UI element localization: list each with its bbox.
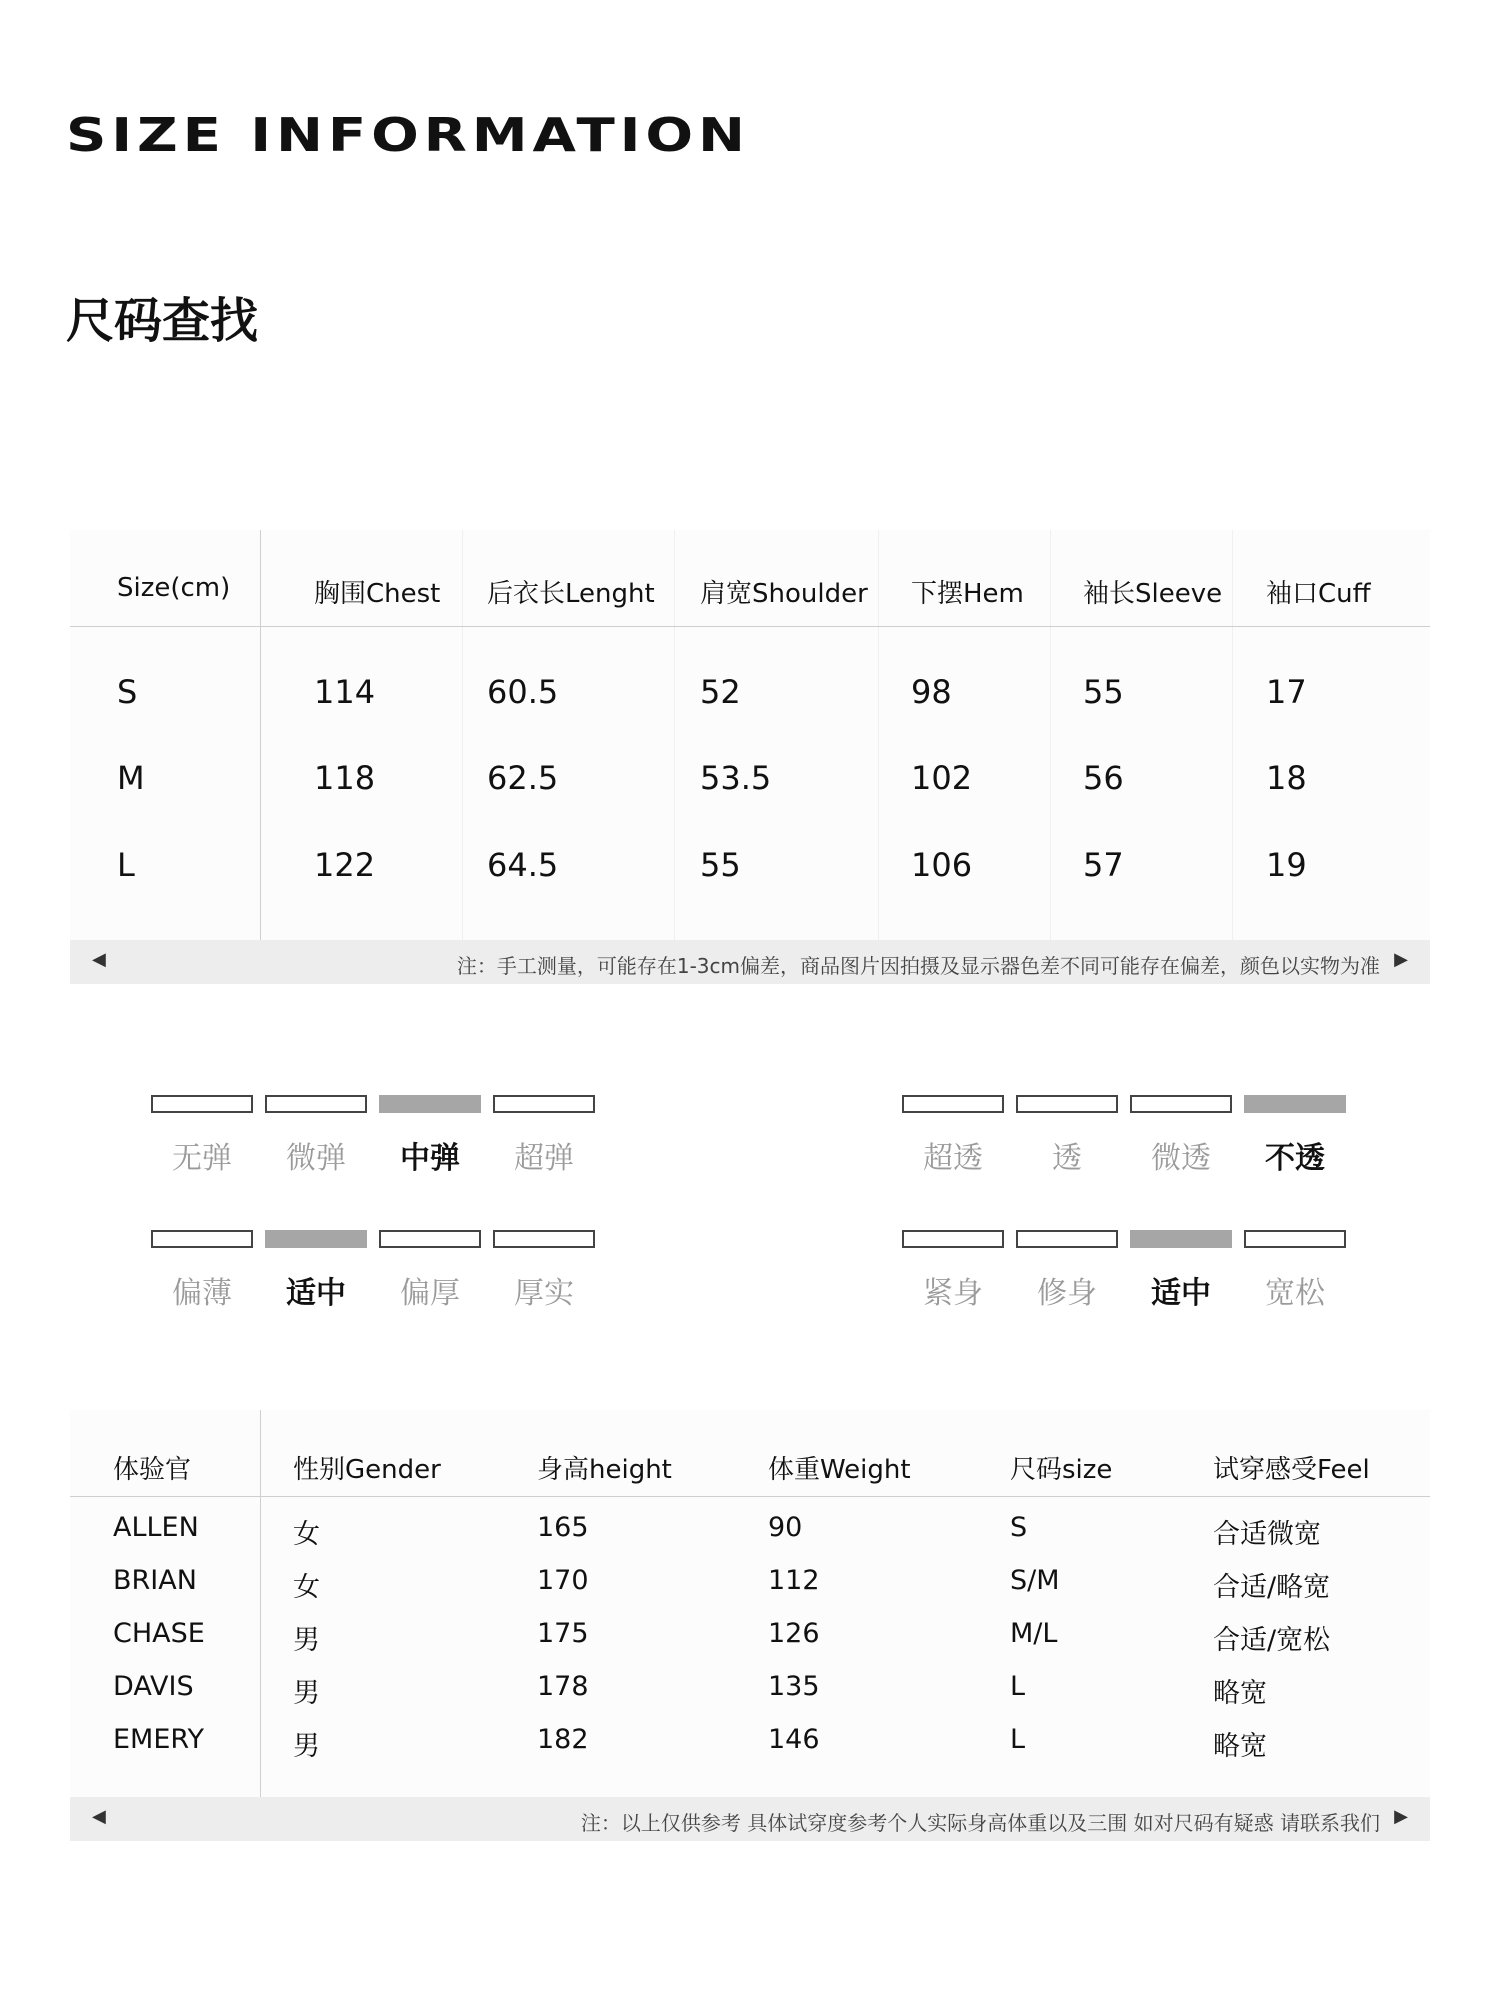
size-header-cell: Size(cm) bbox=[117, 573, 231, 603]
experience-header-cell: 体重Weight bbox=[768, 1455, 911, 1485]
size-value-cell: 64.5 bbox=[487, 846, 559, 884]
scale-segment bbox=[151, 1230, 253, 1248]
scale-segment bbox=[1130, 1095, 1232, 1113]
experience-value-cell: M/L bbox=[1010, 1618, 1058, 1649]
experience-header-cell: 体验官 bbox=[113, 1455, 192, 1485]
section-subtitle: 尺码查找 bbox=[66, 293, 259, 349]
experience-value-cell: 合适/宽松 bbox=[1213, 1625, 1331, 1656]
experience-value-cell: 女 bbox=[293, 1519, 320, 1550]
experience-note-bar bbox=[70, 1797, 1430, 1841]
scale-segment bbox=[902, 1230, 1004, 1248]
experience-value-cell: 182 bbox=[537, 1724, 589, 1755]
experience-value-cell: L bbox=[1010, 1671, 1026, 1702]
size-header-cell: 胸围Chest bbox=[314, 579, 441, 609]
tester-name-cell: DAVIS bbox=[113, 1671, 194, 1702]
tester-name-cell: CHASE bbox=[113, 1618, 205, 1649]
scroll-left-icon[interactable]: ◀ bbox=[92, 1806, 106, 1827]
column-divider bbox=[878, 530, 879, 940]
size-value-cell: 106 bbox=[911, 846, 973, 884]
scale-label: 紧身 bbox=[923, 1276, 983, 1311]
scale-label: 适中 bbox=[1151, 1276, 1211, 1311]
size-header-cell: 袖口Cuff bbox=[1266, 579, 1371, 609]
column-divider bbox=[674, 530, 675, 940]
column-divider bbox=[260, 1410, 261, 1805]
page-title: SIZE INFORMATION bbox=[66, 108, 750, 162]
experience-value-cell: S bbox=[1010, 1512, 1028, 1543]
scale-label: 偏厚 bbox=[400, 1276, 460, 1311]
experience-value-cell: 175 bbox=[537, 1618, 589, 1649]
size-note: 注：手工测量，可能存在1-3cm偏差，商品图片因拍摄及显示器色差不同可能存在偏差，颜色以实物为准 bbox=[456, 954, 1380, 978]
tester-name-cell: EMERY bbox=[113, 1724, 204, 1755]
experience-value-cell: 男 bbox=[293, 1625, 320, 1656]
size-header-cell: 下摆Hem bbox=[911, 579, 1024, 609]
experience-value-cell: 170 bbox=[537, 1565, 589, 1596]
experience-value-cell: 90 bbox=[768, 1512, 803, 1543]
size-header-cell: 肩宽Shoulder bbox=[700, 579, 868, 609]
size-value-cell: 55 bbox=[1083, 673, 1124, 711]
experience-note: 注：以上仅供参考 具体试穿度参考个人实际身高体重以及三围 如对尺码有疑惑 请联系我们 bbox=[580, 1811, 1380, 1835]
scale-label: 不透 bbox=[1265, 1141, 1325, 1176]
size-value-cell: 102 bbox=[911, 759, 973, 797]
size-value-cell: 17 bbox=[1266, 673, 1307, 711]
size-value-cell: 114 bbox=[314, 673, 376, 711]
experience-value-cell: S/M bbox=[1010, 1565, 1060, 1596]
scale-segment bbox=[151, 1095, 253, 1113]
experience-header-cell: 尺码size bbox=[1010, 1455, 1113, 1485]
experience-header-cell: 身高height bbox=[537, 1455, 672, 1485]
scale-label: 透 bbox=[1052, 1141, 1082, 1176]
experience-value-cell: 女 bbox=[293, 1572, 320, 1603]
scale-label: 修身 bbox=[1037, 1276, 1097, 1311]
scale-label: 厚实 bbox=[514, 1276, 574, 1311]
experience-value-cell: 178 bbox=[537, 1671, 589, 1702]
scroll-right-icon[interactable]: ▶ bbox=[1394, 949, 1408, 970]
scale-segment-selected bbox=[379, 1095, 481, 1113]
column-divider bbox=[1050, 530, 1051, 940]
size-value-cell: 57 bbox=[1083, 846, 1124, 884]
size-value-cell: 60.5 bbox=[487, 673, 559, 711]
scale-segment bbox=[493, 1230, 595, 1248]
scale-segment bbox=[1244, 1230, 1346, 1248]
scroll-left-icon[interactable]: ◀ bbox=[92, 949, 106, 970]
scale-label: 微弹 bbox=[286, 1141, 346, 1176]
scale-label: 宽松 bbox=[1265, 1276, 1325, 1311]
experience-value-cell: 126 bbox=[768, 1618, 820, 1649]
experience-value-cell: 165 bbox=[537, 1512, 589, 1543]
size-header-cell: 袖长Sleeve bbox=[1083, 579, 1223, 609]
scale-label: 适中 bbox=[286, 1276, 346, 1311]
scale-segment bbox=[902, 1095, 1004, 1113]
experience-header-cell: 试穿感受Feel bbox=[1213, 1455, 1370, 1485]
experience-value-cell: 男 bbox=[293, 1731, 320, 1762]
size-header-cell: 后衣长Lenght bbox=[487, 579, 655, 609]
experience-value-cell: 男 bbox=[293, 1678, 320, 1709]
scale-segment bbox=[1016, 1095, 1118, 1113]
experience-value-cell: 135 bbox=[768, 1671, 820, 1702]
experience-header-cell: 性别Gender bbox=[293, 1455, 441, 1485]
size-value-cell: 18 bbox=[1266, 759, 1307, 797]
size-value-cell: 118 bbox=[314, 759, 376, 797]
tester-name-cell: BRIAN bbox=[113, 1565, 197, 1596]
scale-segment bbox=[1016, 1230, 1118, 1248]
scale-label: 中弹 bbox=[400, 1141, 460, 1176]
size-value-cell: 56 bbox=[1083, 759, 1124, 797]
header-divider bbox=[70, 626, 1430, 627]
scale-segment bbox=[379, 1230, 481, 1248]
experience-value-cell: 略宽 bbox=[1213, 1678, 1267, 1709]
size-value-cell: 53.5 bbox=[700, 759, 772, 797]
experience-table bbox=[70, 1410, 1430, 1805]
column-divider bbox=[1232, 530, 1233, 940]
experience-value-cell: 112 bbox=[768, 1565, 820, 1596]
scale-segment-selected bbox=[265, 1230, 367, 1248]
scale-label: 偏薄 bbox=[172, 1276, 232, 1311]
header-divider bbox=[70, 1496, 1430, 1497]
scale-label: 微透 bbox=[1151, 1141, 1211, 1176]
scale-segment bbox=[493, 1095, 595, 1113]
size-label-cell: S bbox=[117, 673, 138, 711]
column-divider bbox=[462, 530, 463, 940]
size-note-bar bbox=[70, 940, 1430, 984]
size-table bbox=[70, 530, 1430, 940]
size-value-cell: 122 bbox=[314, 846, 376, 884]
size-value-cell: 62.5 bbox=[487, 759, 559, 797]
size-value-cell: 52 bbox=[700, 673, 741, 711]
experience-value-cell: 146 bbox=[768, 1724, 820, 1755]
scale-segment-selected bbox=[1244, 1095, 1346, 1113]
scale-label: 无弹 bbox=[172, 1141, 232, 1176]
experience-value-cell: 合适微宽 bbox=[1213, 1519, 1321, 1550]
size-label-cell: M bbox=[117, 759, 145, 797]
size-value-cell: 19 bbox=[1266, 846, 1307, 884]
column-divider bbox=[260, 530, 261, 940]
scale-segment bbox=[265, 1095, 367, 1113]
scroll-right-icon[interactable]: ▶ bbox=[1394, 1806, 1408, 1827]
experience-value-cell: 略宽 bbox=[1213, 1731, 1267, 1762]
scale-segment-selected bbox=[1130, 1230, 1232, 1248]
scale-label: 超透 bbox=[923, 1141, 983, 1176]
tester-name-cell: ALLEN bbox=[113, 1512, 199, 1543]
size-label-cell: L bbox=[117, 846, 135, 884]
size-value-cell: 55 bbox=[700, 846, 741, 884]
scale-label: 超弹 bbox=[514, 1141, 574, 1176]
size-value-cell: 98 bbox=[911, 673, 952, 711]
experience-value-cell: 合适/略宽 bbox=[1213, 1572, 1331, 1603]
experience-value-cell: L bbox=[1010, 1724, 1026, 1755]
